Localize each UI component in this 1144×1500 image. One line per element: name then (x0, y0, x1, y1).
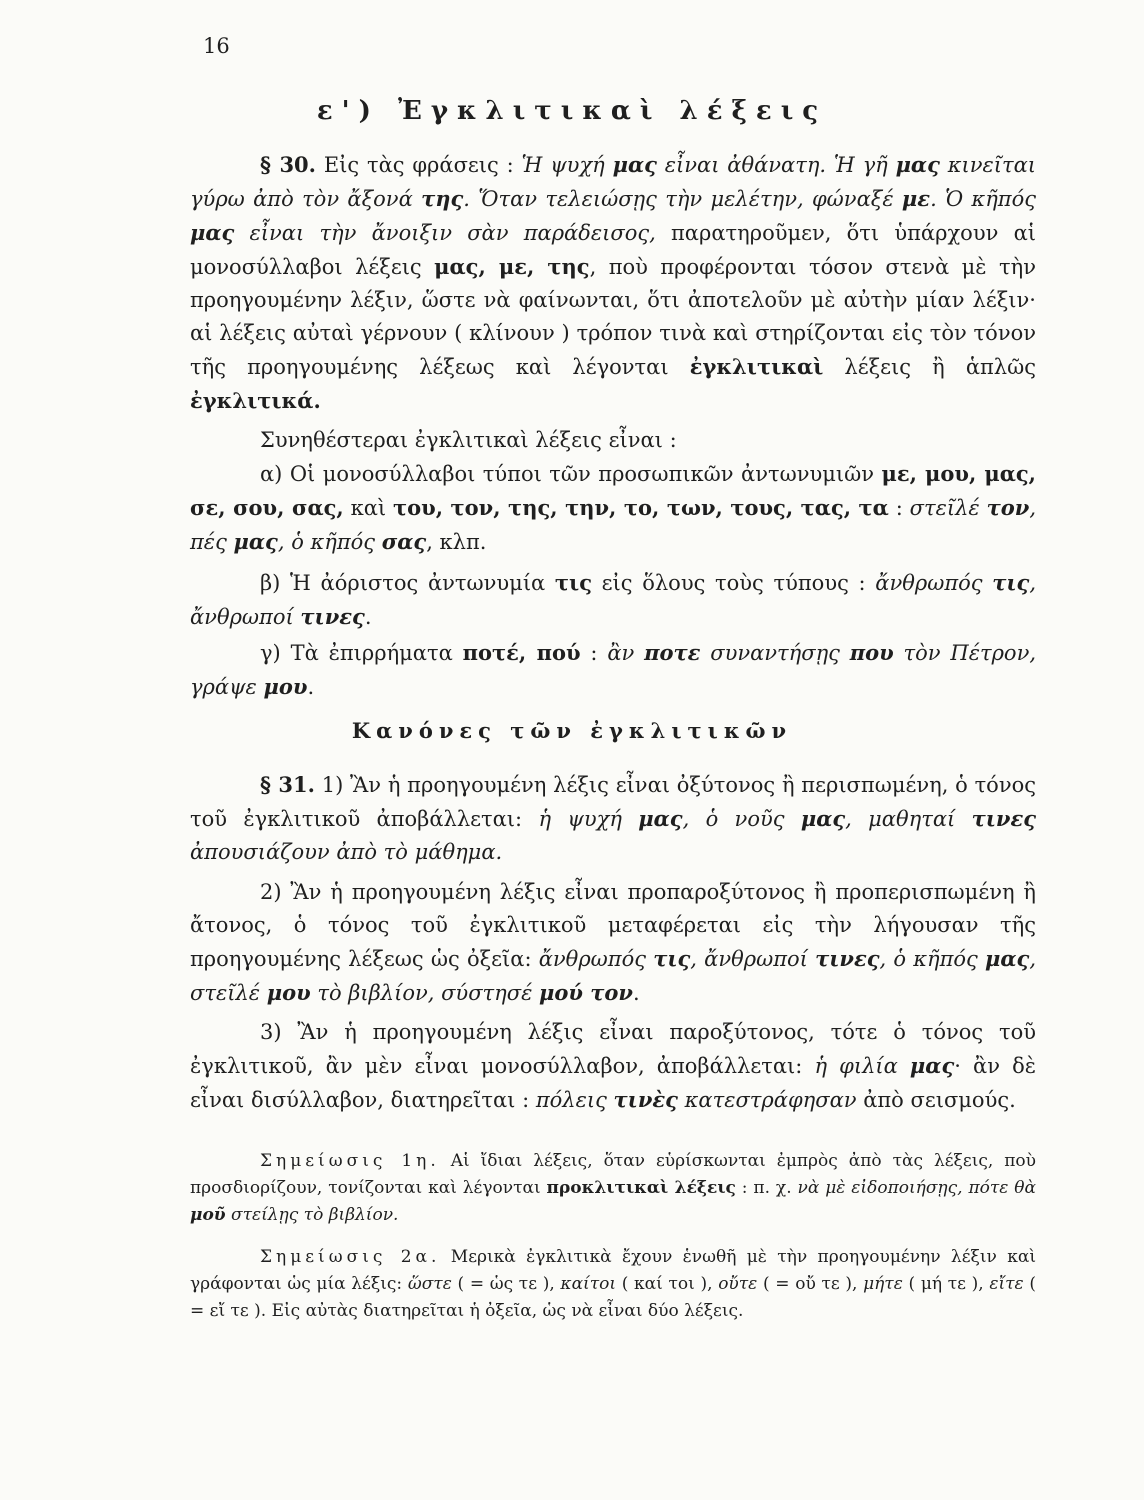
rule-2: 2) Ἂν ἡ προηγουμένη λέξις εἶναι προπαροξύτονος ἢ προπερισπωμένη ἢ ἄτονος, ὁ τόνος τοῦ ἐγκλιτικοῦ μεταφέρεται εἰς τὴν λήγουσαν τῆς προηγουμένης λέξεως ὡς ὀξεῖα: ἄνθρωπός τις, ἄνθρωποί τινες, ὁ κῆπός μας, στεῖλέ μου τὸ βιβλίον, σύστησέ μού τον. (190, 880, 1036, 1005)
section-number: § 31. (260, 772, 315, 797)
note-label: Σημείωσις 2α. (260, 1247, 441, 1267)
common-enclitics-intro: Συνηθέστεραι ἐγκλιτικαὶ λέξεις εἶναι : (260, 428, 677, 452)
note-2: Σημείωσις 2α. Μερικὰ ἐγκλιτικὰ ἔχουν ἑνωθῆ μὲ τὴν προηγουμένην λέξιν καὶ γράφονται ὡς μία λέξις: ὥστε ( = ὡς τε ), καίτοι ( καί τοι ), οὔτε ( = οὔ τε ), μήτε ( μή τε ), εἴτε ( = εἴ τε ). Εἰς αὐτὰς διατηρεῖται ἡ ὀξεῖα, ὡς νὰ εἶναι δύο λέξεις. (190, 1247, 1036, 1321)
item-beta: β) Ἡ ἀόριστος ἀντωνυμία τις εἰς ὅλους τοὺς τύπους : ἄνθρωπός τις, ἄνθρωποί τινες. (190, 570, 1036, 629)
note-label: Σημείωσις 1η. (260, 1151, 440, 1171)
rule-1: § 31. 1) Ἂν ἡ προηγουμένη λέξις εἶναι ὀξύτονος ἢ περισπωμένη, ὁ τόνος τοῦ ἐγκλιτικοῦ ἀποβάλλεται: ἡ ψυχή μας, ὁ νοῦς μας, μαθηταί τινες ἀπουσιάζουν ἀπὸ τὸ μάθημα. (190, 772, 1036, 864)
paragraph-30: § 30. Εἰς τὰς φράσεις : Ἡ ψυχή μας εἶναι ἀθάνατη. Ἡ γῆ μας κινεῖται γύρω ἀπὸ τὸν ἄξονά της. Ὅταν τελειώσῃς τὴν μελέτην, φώναξέ με. Ὁ κῆπός μας εἶναι τὴν ἄνοιξιν σὰν παράδεισος, παρατηροῦμεν, ὅτι ὑπάρχουν αἱ μονοσύλλαβοι λέξεις μας, με, της, ποὺ προφέρονται τόσον στενὰ μὲ τὴν προηγουμένην λέξιν, ὥστε νὰ φαίνωνται, ὅτι ἀποτελοῦν μὲ αὐτὴν μίαν λέξιν· αἱ λέξεις αὐταὶ γέρνουν ( κλίνουν ) τρόπον τινὰ καὶ στηρίζονται εἰς τὸν τόνον τῆς προηγουμένης λέξεως καὶ λέγονται ἐγκλιτικαὶ λέξεις ἢ ἁπλῶς ἐγκλιτικά. (190, 152, 1037, 413)
item-gamma: γ) Τὰ ἐπιρρήματα ποτέ, πού : ἂν ποτε συναντήσῃς που τὸν Πέτρον, γράψε μου. (190, 640, 1037, 699)
page-number: 16 (203, 34, 230, 58)
item-alpha: α) Οἱ μονοσύλλαβοι τύποι τῶν προσωπικῶν ἀντωνυμιῶν με, μου, μας, σε, σου, σας, καὶ του, τον, της, την, το, των, τους, τας, τα : στεῖλέ τον, πές μας, ὁ κῆπός σας, κλπ. (190, 461, 1036, 554)
rules-heading: Κανόνες τῶν ἐγκλιτικῶν (351, 718, 793, 743)
note-1: Σημείωσις 1η. Αἱ ἴδιαι λέξεις, ὅταν εὑρίσκωνται ἐμπρὸς ἀπὸ τὰς λέξεις, ποὺ προσδιορίζουν, τονίζονται καὶ λέγονται προκλιτικαὶ λέξεις : π. χ. νὰ μὲ εἰδοποιήσῃς, πότε θὰ μοῦ στείλῃς τὸ βιβλίον. (190, 1151, 1036, 1225)
section-heading: ε') Ἐγκλιτικαὶ λέξεις (316, 96, 828, 126)
section-number: § 30. (260, 152, 316, 177)
rule-3: 3) Ἂν ἡ προηγουμένη λέξις εἶναι παροξύτονος, τότε ὁ τόνος τοῦ ἐγκλιτικοῦ, ἂν μὲν εἶναι μονοσύλλαβον, ἀποβάλλεται: ἡ φιλία μας· ἂν δὲ εἶναι δισύλλαβον, διατηρεῖται : πόλεις τινὲς κατεστράφησαν ἀπὸ σεισμούς. (190, 1020, 1036, 1112)
